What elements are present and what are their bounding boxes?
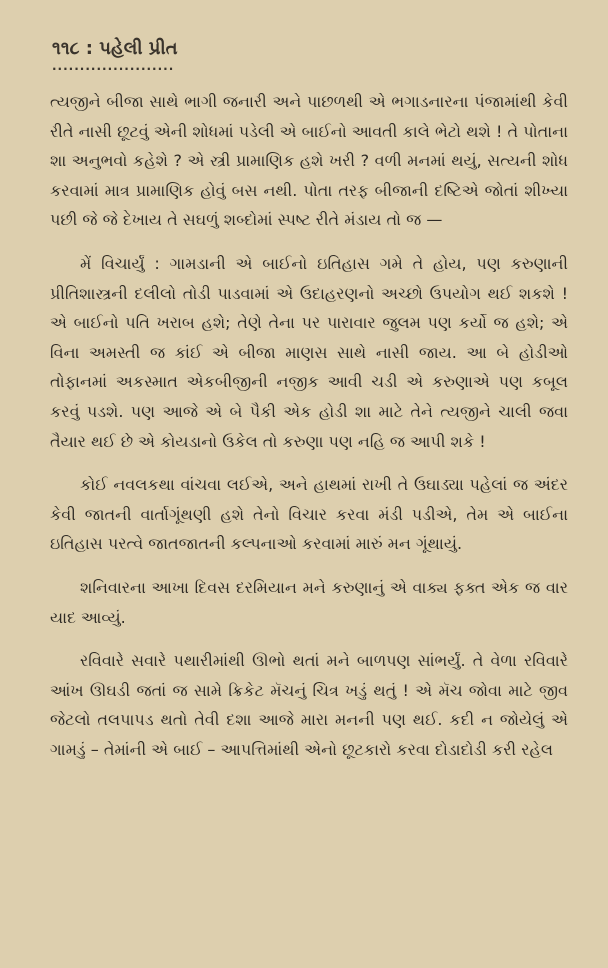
paragraph: ત્યજીને બીજા સાથે ભાગી જનારી અને પાછળથી એ ભગાડનારના પંજામાંથી કેવી રીતે નાસી છૂટવું એની શોધમાં પડેલી એ બાઈનો આવતી કાલે ભેટો થશે ! તે પોતાના શા અનુભવો કહેશે ? એ સ્ત્રી પ્રામાણિક હશે ખરી ? વળી મનમાં થયું, સત્યની શોધ કરવામાં માત્ર પ્રામાણિક હોવું બસ નથી. પોતા તરફ બીજાની દષ્ટિએ જોતાં શીખ્યા પછી જે જે દેખાય તે સઘળું શબ્દોમાં સ્પષ્ટ રીતે મંડાય તો જ — (50, 92, 568, 230)
body-text (50, 87, 568, 764)
paragraph: રવિવારે સવારે પથારીમાંથી ઊભો થતાં મને બાળપણ સાંભર્યું. તે વેળા રવિવારે આંખ ઊઘડી જતાં જ સામે ક્રિકેટ મૅચનું ચિત્ર ખડું થતું ! એ મૅચ જોવા માટે જીવ જેટલો તલપાપડ થતો તેવી દશા આજે મારા મનની પણ થઈ. કદી ન જોયેલું એ ગામડું – તેમાંની એ બાઈ – આપત્તિમાંથી એનો છૂટકારો કરવા દોડાદોડી કરી રહેલ (50, 651, 568, 759)
running-header (52, 38, 568, 71)
page-number-and-title: ૧૧૮ : પહેલી પ્રીત (52, 38, 178, 59)
paragraph: કોઈ નવલકથા વાંચવા લઈએ, અને હાથમાં રાખી તે ઉઘાડ્યા પહેલાં જ અંદર કેવી જાતની વાર્તાગૂંથણી હશે તેનો વિચાર કરવા મંડી પડીએ, તેમ એ બાઈના ઇતિહાસ પરત્વે જાતજાતની કલ્પનાઓ કરવામાં મારું મન ગૂંથાયું. (50, 475, 568, 554)
paragraph: શનિવારના આખા દિવસ દરમિયાન મને કરુણાનું એ વાક્ય ફક્ત એક જ વાર યાદ આવ્યું. (50, 577, 568, 627)
header-dotted-rule: ...................... (52, 59, 175, 73)
paragraph: મેં વિચાર્યું : ગામડાની એ બાઈનો ઇતિહાસ ગમે તે હોય, પણ કરુણાની પ્રીતિશાસ્ત્રની દલીલો તોડી પાડવામાં એ ઉદાહરણનો અચ્છો ઉપયોગ થઈ શકશે ! એ બાઈનો પતિ ખરાબ હશે; તેણે તેના પર પારાવાર જુલમ પણ કર્યો જ હશે; એ વિના અમસ્તી જ કાંઈ એ બીજા માણસ સાથે નાસી જાય. આ બે હોડીઓ તોફાનમાં અકસ્માત એકબીજીની નજીક આવી ચડી એ કરુણાએ પણ કબૂલ કરવું પડશે. પણ આજે એ બે પૈકી એક હોડી શા માટે તેને ત્યજીને ચાલી જવા તૈયાર થઈ છે એ કોયડાનો ઉકેલ તો કરુણા પણ નહિ જ આપી શકે ! (50, 253, 568, 451)
